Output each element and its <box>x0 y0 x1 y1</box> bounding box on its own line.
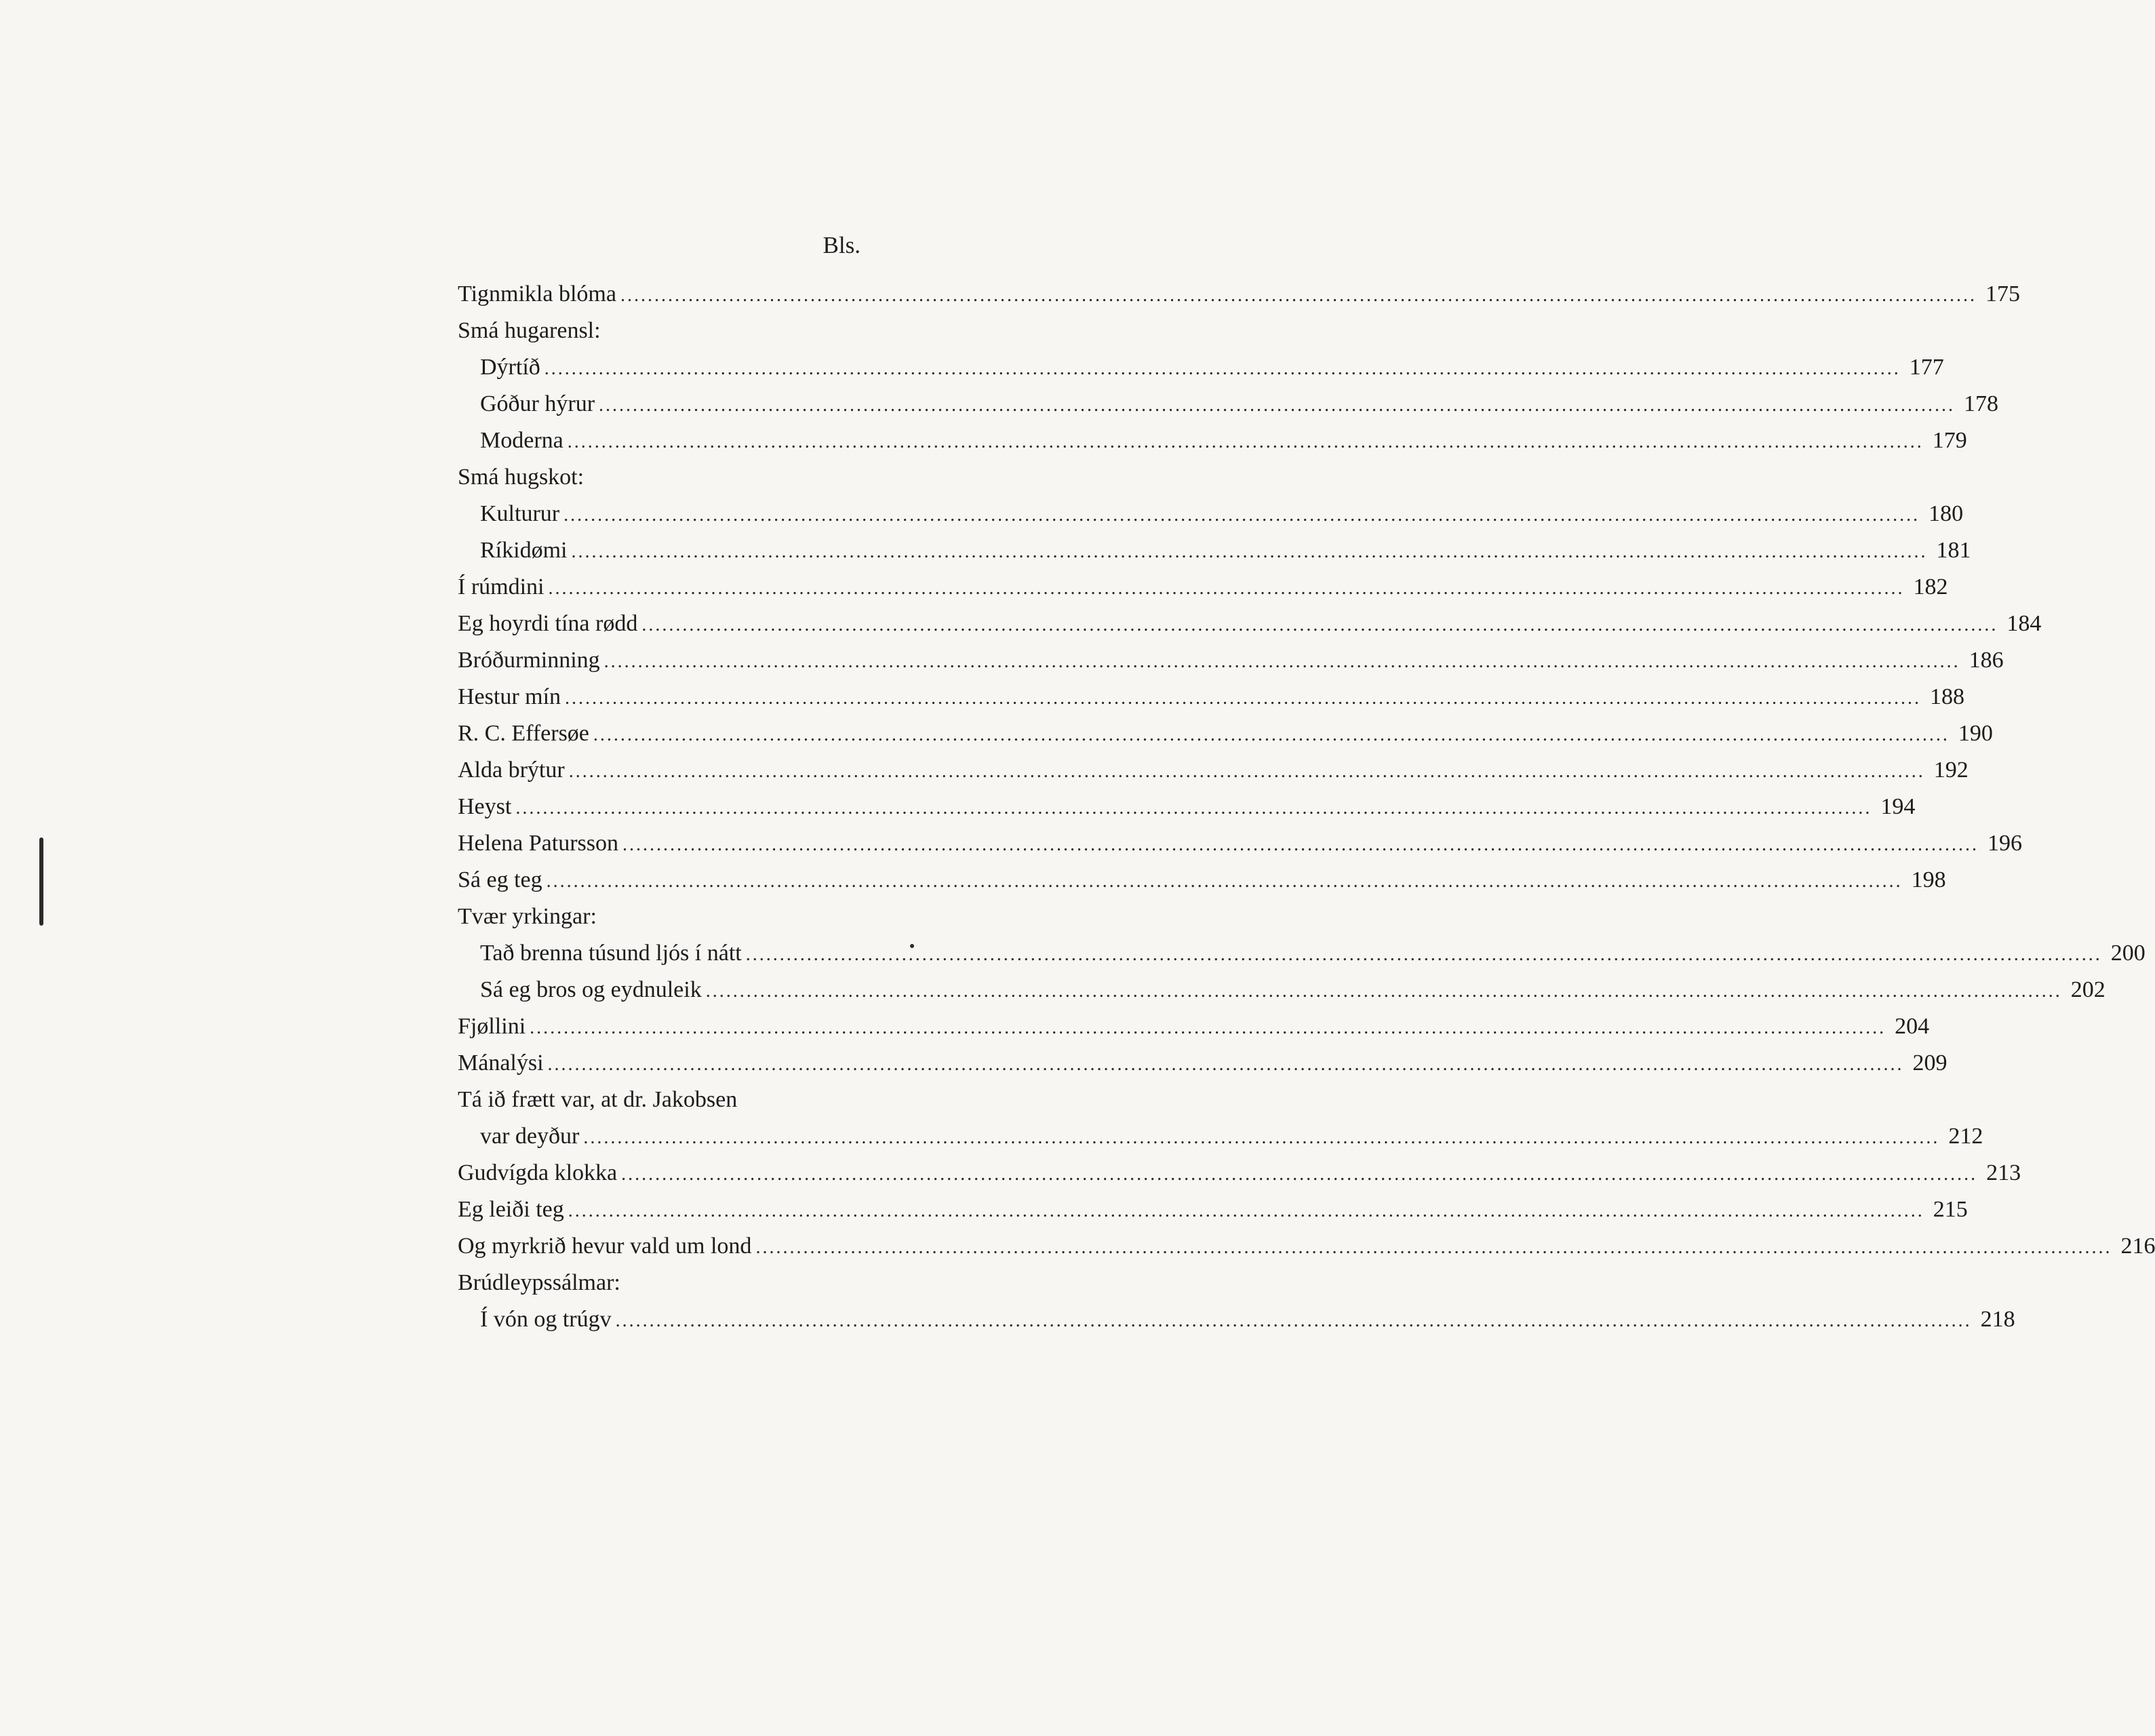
toc-entry-page-number: 190 <box>1958 721 1993 746</box>
toc-entry-title: Moderna <box>480 428 564 453</box>
dot-leader: ........................................................................................................................................................................................................ <box>641 614 1998 635</box>
toc-entry-title: Sá eg teg <box>458 867 542 892</box>
dot-leader: ........................................................................................................................................................................................................ <box>568 1200 1924 1221</box>
dot-leader: ........................................................................................................................................................................................................ <box>745 944 2102 965</box>
toc-entry-title: Góður hýrur <box>480 391 595 416</box>
dot-leader: ........................................................................................................................................................................................................ <box>615 1310 1972 1331</box>
toc-entry <box>458 1045 1948 1082</box>
toc-entry <box>458 642 2004 679</box>
toc-entry-title: R. C. Effersøe <box>458 721 589 746</box>
toc-entries <box>458 276 2155 1338</box>
toc-entry-page-number: 198 <box>1911 867 1946 892</box>
toc-entry-page-number: 200 <box>2110 941 2146 966</box>
page-column-header: Bls. <box>823 232 861 258</box>
toc-entry <box>458 1155 2021 1191</box>
dot-leader: ........................................................................................................................................................................................................ <box>755 1237 2112 1258</box>
toc-entry <box>458 422 1967 459</box>
toc-entry-title: Helena Patursson <box>458 831 619 856</box>
toc-entry-title: Fjøllini <box>458 1014 526 1039</box>
dot-leader: ........................................................................................................................................................................................................ <box>515 797 1872 818</box>
toc-entry-title: Í rúmdini <box>458 574 545 599</box>
toc-entry-page-number: 188 <box>1930 684 1965 709</box>
toc-entry-title: Kulturur <box>480 501 560 526</box>
dot-leader: ........................................................................................................................................................................................................ <box>568 761 1925 782</box>
toc-entry <box>458 386 1999 422</box>
toc-entry-title: Tað brenna túsund ljós í nátt <box>480 941 742 966</box>
toc-entry-page-number: 202 <box>2070 977 2105 1002</box>
toc-entry <box>458 459 865 496</box>
dot-leader: ........................................................................................................................................................................................................ <box>546 871 1903 892</box>
toc-entry-page-number: 194 <box>1880 794 1916 819</box>
toc-entry-title: Hestur mín <box>458 684 561 709</box>
toc-entry-title: Bróðurminning <box>458 648 600 673</box>
toc-entry-title: Dýrtíð <box>480 355 540 380</box>
table-of-contents <box>458 227 2155 1338</box>
toc-entry <box>458 313 865 349</box>
dot-leader: ........................................................................................................................................................................................................ <box>599 395 1956 416</box>
dot-leader: ........................................................................................................................................................................................................ <box>620 285 1977 306</box>
toc-entry-title: Eg hoyrdi tína rødd <box>458 611 638 636</box>
dot-leader: ........................................................................................................................................................................................................ <box>565 688 1922 709</box>
toc-entry-page-number: 192 <box>1933 757 1969 783</box>
dot-leader: ........................................................................................................................................................................................................ <box>547 1054 1904 1075</box>
toc-entry-page-number: 181 <box>1936 538 1971 563</box>
dot-leader: ........................................................................................................................................................................................................ <box>544 358 1901 379</box>
toc-entry <box>458 972 2105 1008</box>
toc-entry-title: Mánalýsi <box>458 1050 544 1076</box>
toc-entry <box>458 1228 2155 1265</box>
toc-entry-title: Tignmikla blóma <box>458 281 616 307</box>
toc-entry-page-number: 179 <box>1932 428 1967 453</box>
toc-entry-title: Ríkidømi <box>480 538 568 563</box>
toc-entry-title: Og myrkrið hevur vald um lond <box>458 1234 752 1259</box>
toc-entry <box>458 935 2146 972</box>
toc-entry-title: Gudvígda klokka <box>458 1160 618 1185</box>
toc-entry-page-number: 215 <box>1933 1197 1968 1222</box>
dot-leader: ........................................................................................................................................................................................................ <box>571 541 1928 562</box>
toc-entry-title: Smá hugskot: <box>458 465 585 490</box>
scan-mark <box>39 837 43 926</box>
toc-entry-title: Smá hugarensl: <box>458 318 601 343</box>
toc-entry-page-number: 213 <box>1986 1160 2021 1185</box>
toc-entry-page-number: 209 <box>1912 1050 1948 1076</box>
toc-entry-page-number: 216 <box>2120 1234 2155 1259</box>
toc-entry-page-number: 177 <box>1909 355 1944 380</box>
toc-entry <box>458 825 2023 862</box>
toc-entry-title: Í vón og trúgv <box>480 1307 612 1332</box>
dot-leader: ........................................................................................................................................................................................................ <box>621 1164 1978 1185</box>
toc-entry <box>458 606 2042 642</box>
toc-entry <box>458 1265 865 1301</box>
toc-entry-page-number: 204 <box>1895 1014 1930 1039</box>
toc-entry <box>458 862 1946 899</box>
dot-leader: ........................................................................................................................................................................................................ <box>530 1017 1886 1038</box>
toc-entry <box>458 1301 2015 1338</box>
toc-entry <box>458 496 1964 532</box>
dot-leader: ........................................................................................................................................................................................................ <box>567 431 1924 452</box>
toc-entry <box>458 789 1916 825</box>
dot-leader: ........................................................................................................................................................................................................ <box>548 578 1905 599</box>
toc-entry-title: Sá eg bros og eydnuleik <box>480 977 702 1002</box>
dot-leader: ........................................................................................................................................................................................................ <box>705 981 2062 1002</box>
toc-entry <box>458 899 865 935</box>
toc-entry <box>458 569 1948 606</box>
dot-leader: ........................................................................................................................................................................................................ <box>583 1127 1940 1148</box>
toc-entry-title: Eg leiði teg <box>458 1197 564 1222</box>
toc-entry <box>458 1082 865 1118</box>
toc-entry-title: Tvær yrkingar: <box>458 904 597 929</box>
toc-entry <box>458 532 1971 569</box>
toc-entry <box>458 349 1944 386</box>
toc-entry-page-number: 186 <box>1969 648 2004 673</box>
toc-entry <box>458 752 1969 789</box>
toc-entry <box>458 1191 1968 1228</box>
toc-entry-page-number: 175 <box>1985 281 2020 307</box>
toc-entry-page-number: 178 <box>1964 391 1999 416</box>
toc-entry-page-number: 218 <box>1980 1307 2015 1332</box>
dot-leader: ........................................................................................................................................................................................................ <box>604 651 1960 672</box>
toc-entry-page-number: 180 <box>1929 501 1964 526</box>
toc-entry-page-number: 184 <box>2006 611 2042 636</box>
toc-entry-title: var deyður <box>480 1124 580 1149</box>
toc-entry-page-number: 182 <box>1913 574 1948 599</box>
dot-leader: ........................................................................................................................................................................................................ <box>622 834 1979 855</box>
toc-entry <box>458 1008 1930 1045</box>
toc-entry-title: Tá ið frætt var, at dr. Jakobsen <box>458 1087 738 1112</box>
toc-entry-page-number: 212 <box>1948 1124 1983 1149</box>
toc-entry-title: Brúdleypssálmar: <box>458 1270 620 1295</box>
toc-entry <box>458 276 2020 313</box>
toc-entry-title: Heyst <box>458 794 512 819</box>
dot-leader: ........................................................................................................................................................................................................ <box>593 724 1950 745</box>
toc-entry <box>458 679 1965 715</box>
toc-entry <box>458 715 1993 752</box>
dot-leader: ........................................................................................................................................................................................................ <box>564 505 1920 526</box>
toc-entry-title: Alda brýtur <box>458 757 565 783</box>
toc-entry <box>458 1118 1983 1155</box>
toc-entry-page-number: 196 <box>1988 831 2023 856</box>
